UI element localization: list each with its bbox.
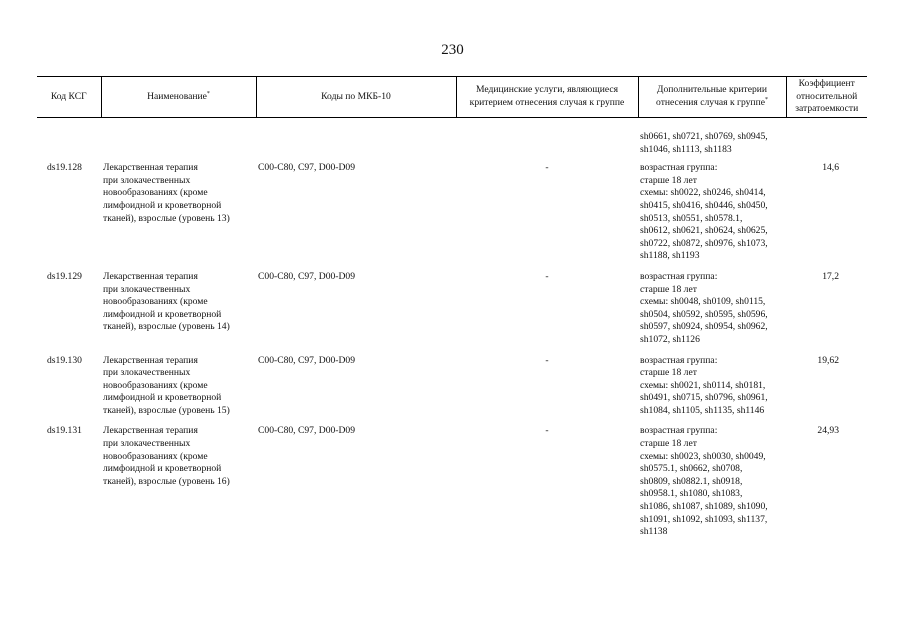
mkb-cell (256, 162, 456, 271)
empty-cell (456, 118, 638, 163)
cell-text: C00-C80, C97, D00-D09 (258, 270, 356, 282)
header-coef: Коэффициент относительной затратоемкости (786, 77, 867, 118)
text-line: sh1138 (640, 526, 668, 538)
cell-text: C00-C80, C97, D00-D09 (258, 162, 356, 174)
text-line: возрастная группа: (640, 162, 718, 174)
criteria-cell (638, 118, 786, 163)
ksg-code-cell (37, 355, 101, 426)
text-line: возрастная группа: (640, 425, 718, 437)
text-line: Лекарственная терапия (103, 270, 198, 282)
text-line: Лекарственная терапия (103, 354, 198, 366)
text-line: новообразованиях (кроме (103, 379, 208, 391)
cell-text: - (545, 162, 549, 174)
text-line: тканей), взрослые (уровень 14) (103, 321, 230, 333)
continuation-row (37, 118, 867, 163)
mkb-cell (256, 355, 456, 426)
cell-text: ds19.131 (47, 425, 82, 437)
table-row (37, 355, 867, 426)
ksg-code-cell (37, 425, 101, 546)
text-line: лимфоидной и кроветворной (103, 392, 222, 404)
text-line: при злокачественных (103, 283, 191, 295)
text-line: лимфоидной и кроветворной (103, 199, 222, 211)
criteria-cell (638, 425, 786, 546)
text-line: возрастная группа: (640, 270, 718, 282)
cell-text: C00-C80, C97, D00-D09 (258, 354, 356, 366)
text-line: sh0722, sh0872, sh0976, sh1073, (640, 237, 768, 249)
coef-cell (786, 162, 867, 271)
text-line: sh0575.1, sh0662, sh0708, (640, 463, 743, 475)
criteria-cell (638, 355, 786, 426)
text-line: sh1072, sh1126 (640, 333, 700, 345)
cell-text: ds19.130 (47, 354, 82, 366)
services-cell (456, 271, 638, 355)
name-cell (101, 271, 256, 355)
table-row (37, 271, 867, 355)
services-cell (456, 162, 638, 271)
cell-text: 17,2 (822, 270, 839, 282)
text-line: sh0612, sh0621, sh0624, sh0625, (640, 225, 768, 237)
text-line: старше 18 лет (640, 174, 697, 186)
text-line: Лекарственная терапия (103, 425, 198, 437)
name-cell (101, 355, 256, 426)
text-line: схемы: sh0022, sh0246, sh0414, (640, 187, 766, 199)
text-line: лимфоидной и кроветворной (103, 308, 222, 320)
text-line: тканей), взрослые (уровень 15) (103, 404, 230, 416)
text-line: sh0504, sh0592, sh0595, sh0596, (640, 308, 768, 320)
criteria-cell (638, 271, 786, 355)
text-line: новообразованиях (кроме (103, 450, 208, 462)
header-code: Код КСГ (37, 77, 101, 118)
ksg-code-cell (37, 162, 101, 271)
ksg-table (37, 76, 867, 547)
table-row (37, 162, 867, 271)
coef-cell (786, 271, 867, 355)
ksg-code-cell (37, 271, 101, 355)
empty-cell (37, 118, 101, 163)
text-line: старше 18 лет (640, 367, 697, 379)
text-line: старше 18 лет (640, 283, 697, 295)
text-line: sh1046, sh1113, sh1183 (640, 143, 732, 155)
name-cell (101, 162, 256, 271)
text-line: sh1086, sh1087, sh1089, sh1090, (640, 501, 768, 513)
text-line: тканей), взрослые (уровень 16) (103, 475, 230, 487)
services-cell (456, 355, 638, 426)
text-line: старше 18 лет (640, 438, 697, 450)
text-line: sh0958.1, sh1080, sh1083, (640, 488, 743, 500)
header-name: Наименование* (101, 77, 256, 118)
empty-cell (256, 118, 456, 163)
text-line: новообразованиях (кроме (103, 296, 208, 308)
name-cell (101, 425, 256, 546)
cell-text: 19,62 (817, 354, 839, 366)
page-number: 230 (441, 42, 464, 58)
coef-cell (786, 355, 867, 426)
empty-cell (786, 118, 867, 163)
text-line: возрастная группа: (640, 354, 718, 366)
text-line: sh0415, sh0416, sh0446, sh0450, (640, 199, 768, 211)
text-line: sh0597, sh0924, sh0954, sh0962, (640, 321, 768, 333)
header-mkb: Коды по МКБ-10 (256, 77, 456, 118)
services-cell (456, 425, 638, 546)
text-line: при злокачественных (103, 367, 191, 379)
cell-text: - (545, 425, 549, 437)
text-line: при злокачественных (103, 438, 191, 450)
table-header-row (37, 77, 867, 118)
mkb-cell (256, 425, 456, 546)
cell-text: ds19.128 (47, 162, 82, 174)
text-line: при злокачественных (103, 174, 191, 186)
text-line: sh1091, sh1092, sh1093, sh1137, (640, 513, 768, 525)
cell-text: - (545, 354, 549, 366)
text-line: sh0513, sh0551, sh0578.1, (640, 212, 743, 224)
text-line: схемы: sh0023, sh0030, sh0049, (640, 450, 766, 462)
cell-text: - (545, 270, 549, 282)
coef-cell (786, 425, 867, 546)
cell-text: C00-C80, C97, D00-D09 (258, 425, 356, 437)
text-line: тканей), взрослые (уровень 13) (103, 212, 230, 224)
text-line: Лекарственная терапия (103, 162, 198, 174)
header-services: Медицинские услуги, являющиеся критерием отнесения случая к группе (456, 77, 638, 118)
cell-text: 14,6 (822, 162, 839, 174)
text-line: sh0809, sh0882.1, sh0918, (640, 475, 743, 487)
table-row (37, 425, 867, 546)
text-line: sh0491, sh0715, sh0796, sh0961, (640, 392, 768, 404)
criteria-cell (638, 162, 786, 271)
cell-text: 24,93 (817, 425, 839, 437)
header-criteria: Дополнительные критерии отнесения случая к группе* (638, 77, 786, 118)
text-line: sh1084, sh1105, sh1135, sh1146 (640, 404, 765, 416)
text-line: sh1188, sh1193 (640, 250, 700, 262)
empty-cell (101, 118, 256, 163)
text-line: схемы: sh0048, sh0109, sh0115, (640, 296, 766, 308)
text-line: sh0661, sh0721, sh0769, sh0945, (640, 131, 768, 142)
mkb-cell (256, 271, 456, 355)
text-line: лимфоидной и кроветворной (103, 463, 222, 475)
text-line: схемы: sh0021, sh0114, sh0181, (640, 379, 766, 391)
text-line: новообразованиях (кроме (103, 187, 208, 199)
cell-text: ds19.129 (47, 270, 82, 282)
